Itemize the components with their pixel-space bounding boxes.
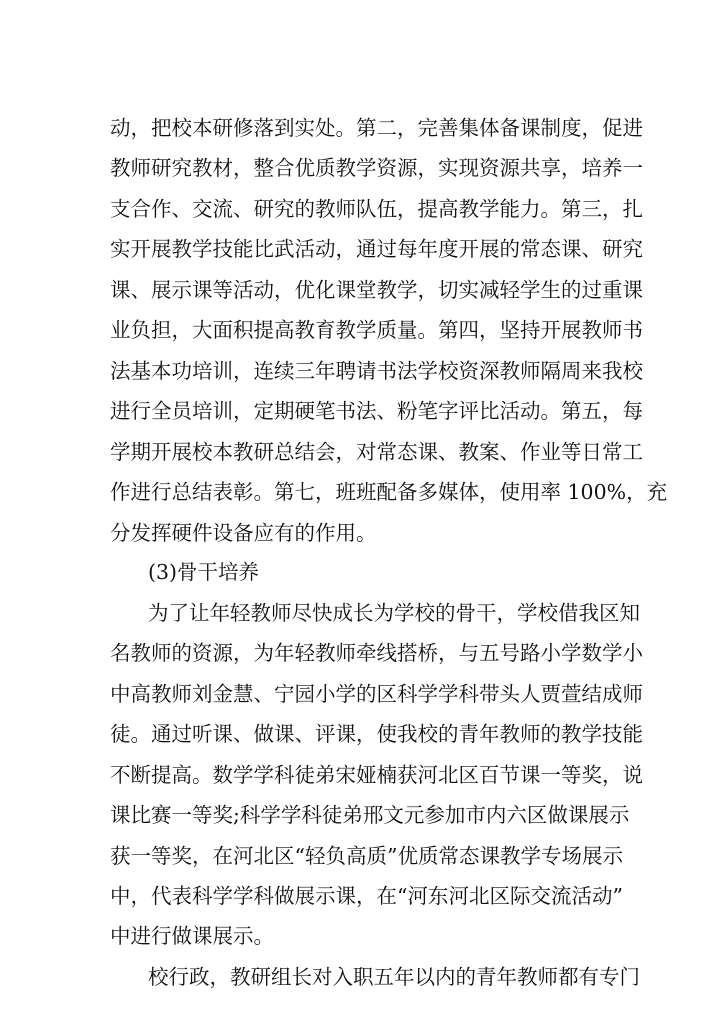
text-line: 作进行总结表彰。第七，班班配备多媒体，使用率 100%，充 [110, 480, 668, 504]
text-line: 中，代表科学学科做展示课，在“河东河北区际交流活动” [110, 884, 623, 908]
text-line: 不断提高。数学学科徒弟宋娅楠获河北区百节课一等奖，说 [110, 763, 643, 787]
text-line: 支合作、交流、研究的教师队伍，提高教学能力。第三，扎 [110, 197, 643, 221]
text-line: 分发挥硬件设备应有的作用。 [110, 521, 377, 545]
text-line: 课、展示课等活动，优化课堂教学，切实减轻学生的过重课 [110, 278, 643, 302]
text-line: 业负担，大面积提高教育教学质量。第四，坚持开展教师书 [110, 318, 643, 342]
text-line: 法基本功培训，连续三年聘请书法学校资深教师隔周来我校 [110, 359, 643, 383]
text-line: 课比赛一等奖;科学学科徒弟邢文元参加市内六区做课展示 [110, 803, 630, 827]
text-line: 获一等奖，在河北区“轻负高质”优质常态课教学专场展示 [110, 844, 623, 868]
text-line: 徒。通过听课、做课、评课，使我校的青年教师的教学技能 [110, 722, 643, 746]
text-line: 名教师的资源，为年轻教师牵线搭桥，与五号路小学数学小 [110, 641, 643, 665]
text-line: 中高教师刘金慧、宁园小学的区科学学科带头人贾萱结成师 [110, 682, 643, 706]
text-line: 中进行做课展示。 [110, 924, 274, 948]
text-line: 为了让年轻教师尽快成长为学校的骨干，学校借我区知 [148, 601, 640, 625]
text-line: 校行政，教研组长对入职五年以内的青年教师都有专门 [148, 965, 640, 989]
text-line: 动，把校本研修落到实处。第二，完善集体备课制度，促进 [110, 116, 643, 140]
text-line: 进行全员培训，定期硬笔书法、粉笔字评比活动。第五，每 [110, 399, 643, 423]
text-line: 教师研究教材，整合优质教学资源，实现资源共享，培养一 [110, 156, 643, 180]
section-heading: (3)骨干培养 [148, 560, 260, 584]
text-line: 实开展教学技能比武活动，通过每年度开展的常态课、研究 [110, 237, 643, 261]
text-line: 学期开展校本教研总结会，对常态课、教案、作业等日常工 [110, 440, 643, 464]
